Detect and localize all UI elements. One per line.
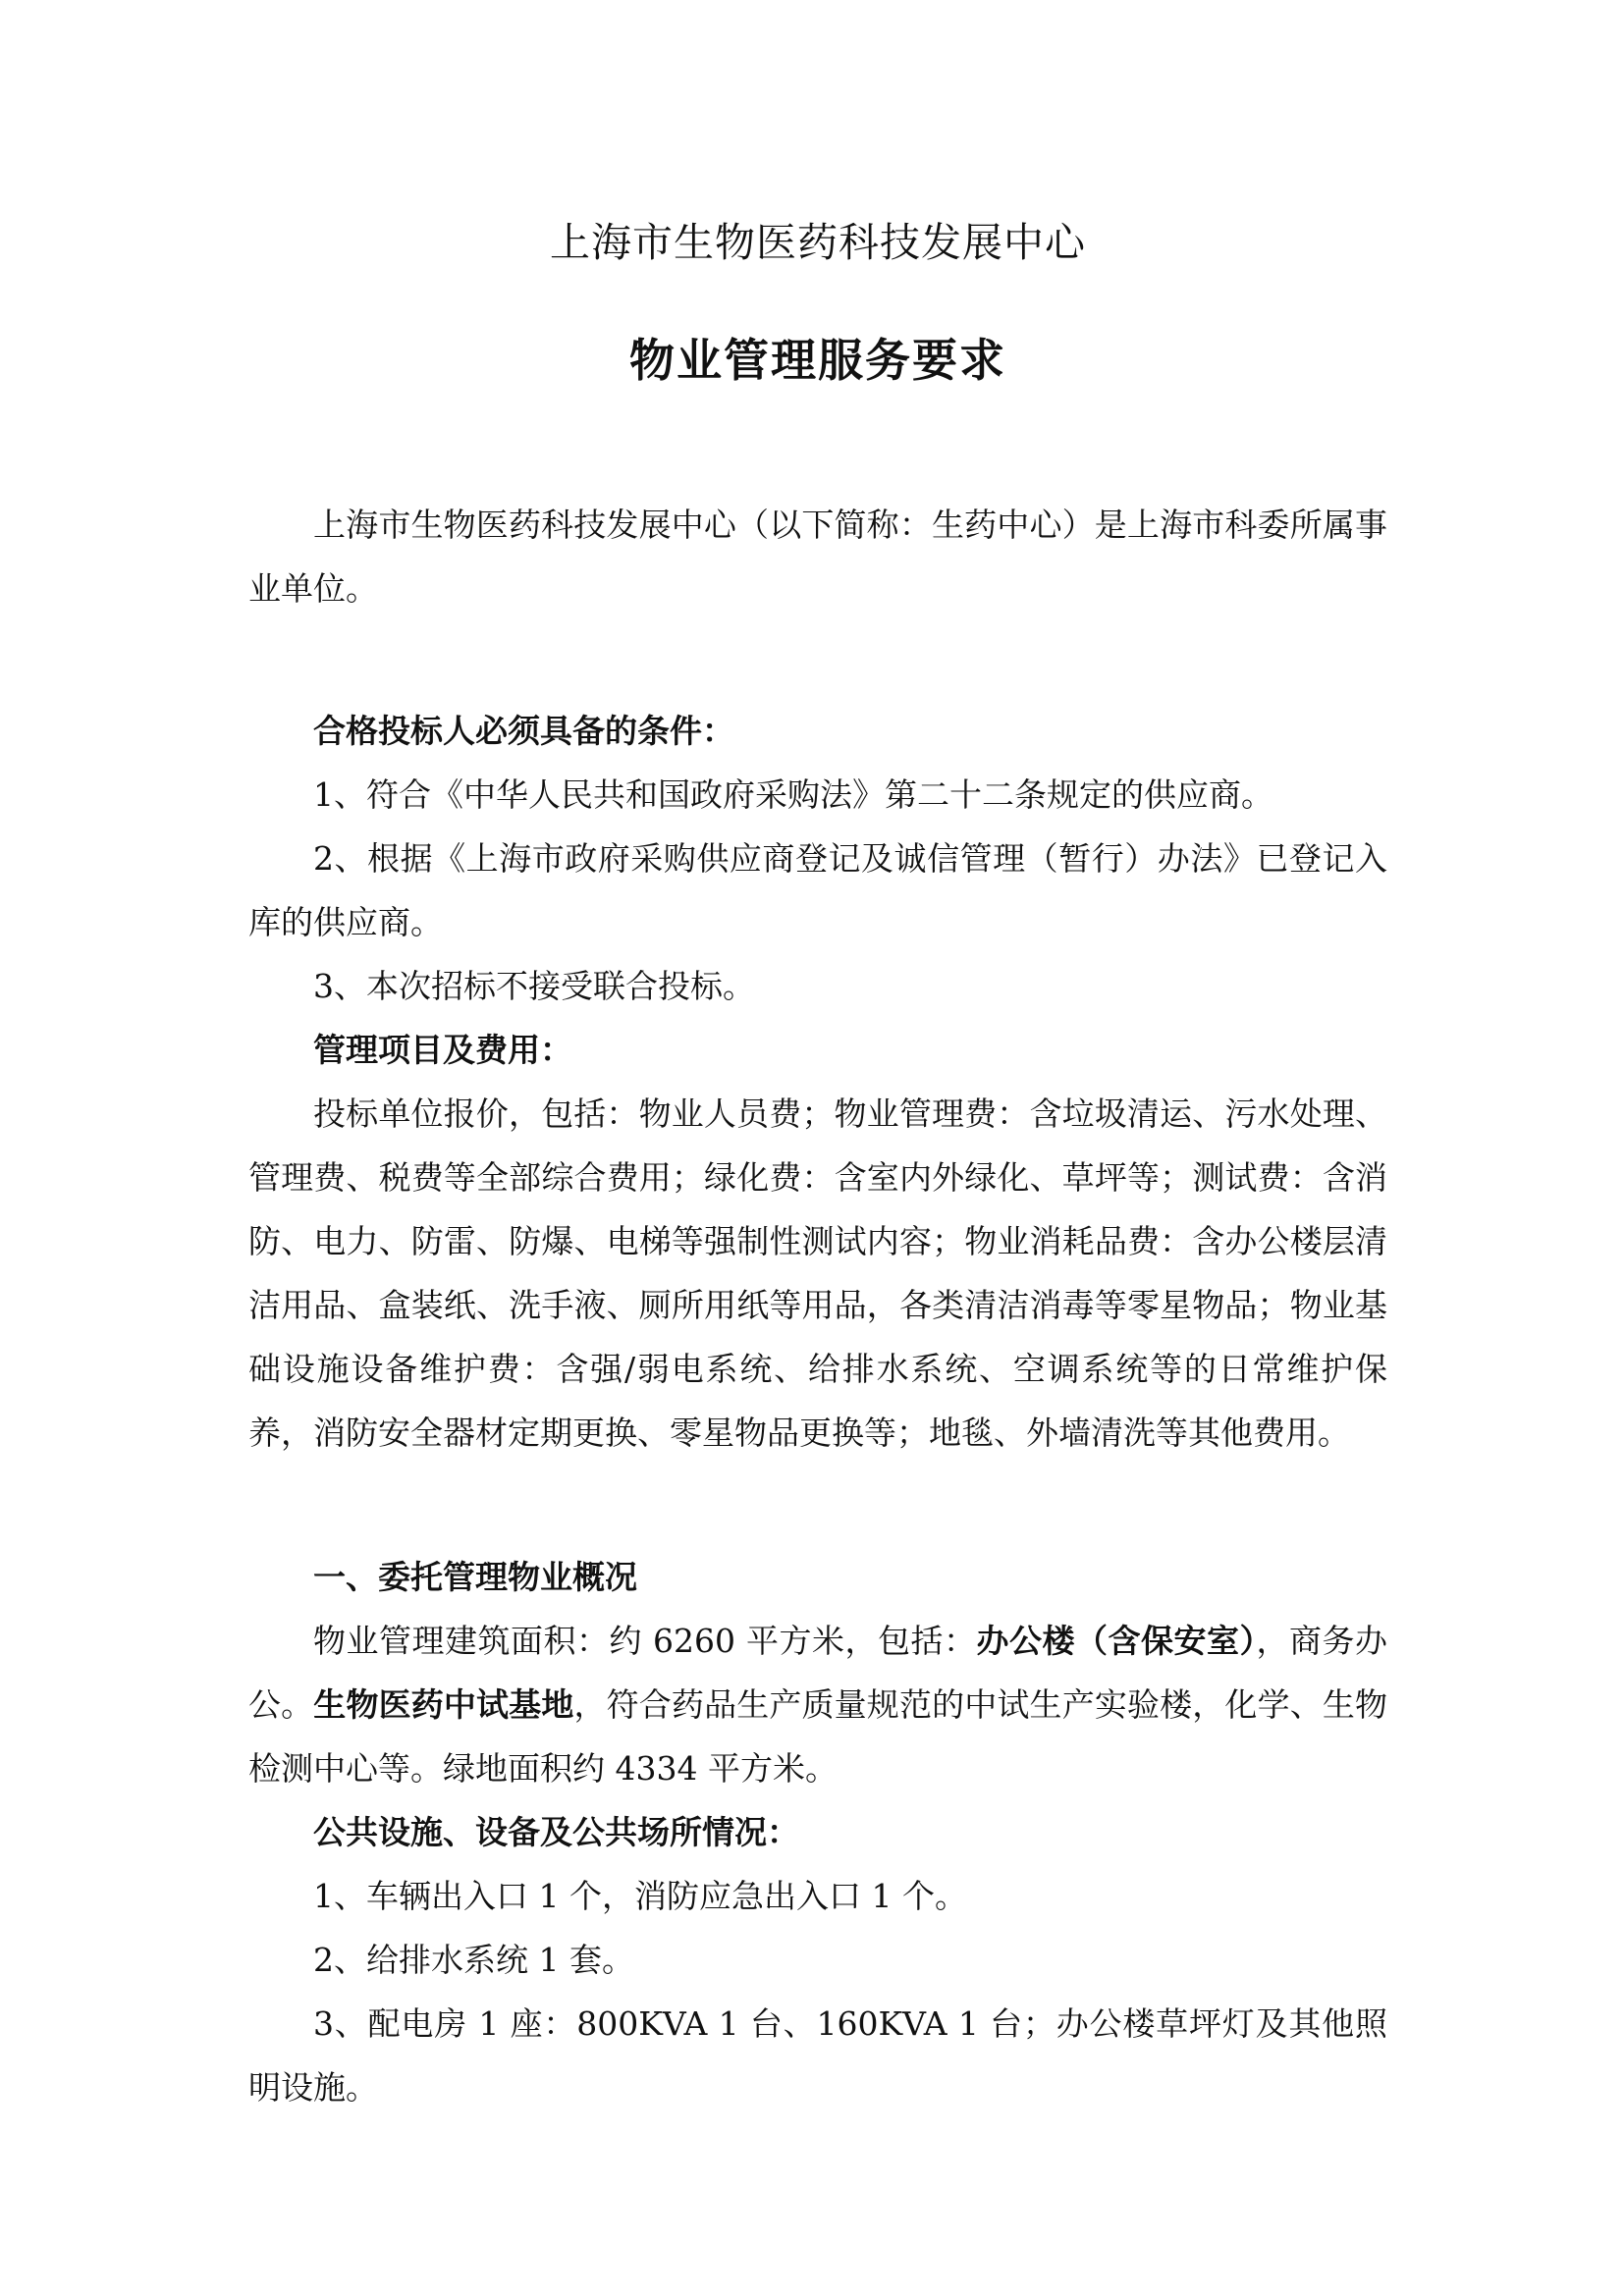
facility-item-3: 3、配电房 1 座：800KVA 1 台、160KVA 1 台；办公楼草坪灯及其他照明设施。 <box>248 2004 1387 2107</box>
office-building-text: 办公楼（含保安室） <box>976 1622 1257 1660</box>
section-1-heading: 一、委托管理物业概况 <box>313 1558 637 1596</box>
section-1-paragraph <box>248 1609 1387 1800</box>
qualification-item-3: 3、本次招标不接受联合投标。 <box>313 967 755 1005</box>
qualification-item-1: 1、符合《中华人民共和国政府采购法》第二十二条规定的供应商。 <box>313 775 1273 814</box>
intro-paragraph: 上海市生物医药科技发展中心（以下简称：生药中心）是上海市科委所属事业单位。 <box>248 506 1387 608</box>
facility-item-1: 1、车辆出入口 1 个，消防应急出入口 1 个。 <box>313 1877 967 1915</box>
document-body <box>248 208 1387 2119</box>
facility-item-2: 2、给排水系统 1 套。 <box>313 1941 634 1979</box>
pilot-base-description: ，符合药品生产质量规范的中试生产实验楼，化学、生物检测中心等。绿地面积约 4334 平方米。 <box>248 1685 1388 1788</box>
area-text: 物业管理建筑面积：约 6260 平方米，包括： <box>313 1622 977 1660</box>
fees-heading: 管理项目及费用： <box>313 1031 572 1069</box>
fees-paragraph: 投标单位报价，包括：物业人员费；物业管理费：含垃圾清运、污水处理、管理费、税费等全部综合费用；绿化费：含室内外绿化、草坪等；测试费：含消防、电力、防雷、防爆、电梯等强制性测试内容；物业消耗品费：含办公楼层清洁用品、盒装纸、洗手液、厕所用纸等用品，各类清洁消毒等零星物品；物业基础设施设备维护费：含强/弱电系统、给排水系统、空调系统等的日常维护保养，消防安全器材定期更换、零星物品更换等；地毯、外墙清洗等其他费用。 <box>248 1095 1387 1452</box>
pilot-base-text: 生物医药中试基地 <box>313 1685 574 1724</box>
qualification-item-2: 2、根据《上海市政府采购供应商登记及诚信管理（暂行）办法》已登记入库的供应商。 <box>248 839 1387 941</box>
qualifications-heading: 合格投标人必须具备的条件： <box>313 712 734 750</box>
document-title: 上海市生物医药科技发展中心 <box>550 219 1086 266</box>
document-subtitle: 物业管理服务要求 <box>629 334 1006 387</box>
facilities-heading: 公共设施、设备及公共场所情况： <box>313 1813 799 1851</box>
business-office-text: ，商务办公。 <box>248 1622 1388 1724</box>
